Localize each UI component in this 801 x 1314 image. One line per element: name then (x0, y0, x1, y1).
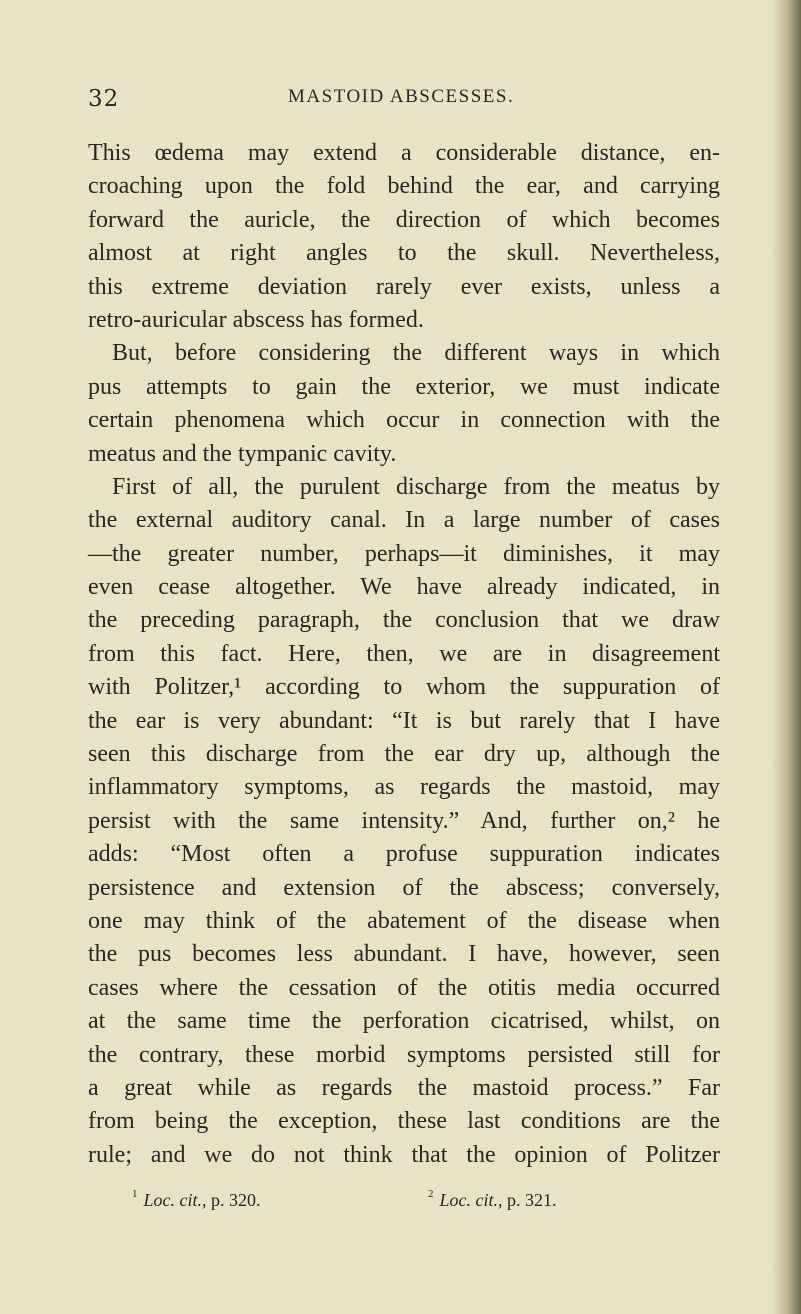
footnote-source: Loc. cit., (439, 1190, 503, 1210)
footnote-marker: 2 (428, 1188, 434, 1200)
footnote-1 (132, 1190, 261, 1211)
text-line: the contrary, these morbid symptoms persisted still for (88, 1041, 720, 1068)
footnote-marker: 1 (132, 1188, 138, 1200)
text-line: First of all, the purulent discharge from the meatus by (112, 473, 720, 500)
text-line: persist with the same intensity.” And, further on,² he (88, 807, 720, 834)
text-line: retro-auricular abscess has formed. (88, 306, 424, 333)
text-line: rule; and we do not think that the opinion of Politzer (88, 1141, 720, 1168)
footnote-page: p. 321. (507, 1190, 557, 1210)
text-line: This œdema may extend a considerable distance, en- (88, 140, 720, 166)
footnotes (132, 1190, 692, 1216)
text-line: pus attempts to gain the exterior, we must indicate (88, 373, 720, 400)
text-line: the preceding paragraph, the conclusion that we draw (88, 607, 720, 634)
text-line: seen this discharge from the ear dry up, although the (88, 741, 720, 768)
text-line: the external auditory canal. In a large number of cases (88, 507, 720, 534)
text-line: the ear is very abundant: “It is but rarely that I have (88, 707, 720, 734)
running-head: MASTOID ABSCESSES. (288, 86, 515, 107)
body-text (88, 137, 720, 1172)
text-line: croaching upon the fold behind the ear, and carrying (88, 173, 720, 200)
text-line: one may think of the abatement of the disease when (88, 907, 720, 934)
footnote-source: Loc. cit., (143, 1190, 207, 1210)
page-edge-shadow (771, 0, 801, 1314)
text-line: But, before considering the different ways in which (112, 340, 720, 367)
text-line: this extreme deviation rarely ever exists, unless a (88, 273, 720, 300)
text-line: cases where the cessation of the otitis media occurred (88, 974, 720, 1001)
text-line: certain phenomena which occur in connection with the (88, 407, 720, 434)
text-line: —the greater number, perhaps—it diminishes, it may (88, 540, 720, 567)
text-line: meatus and the tympanic cavity. (88, 440, 397, 467)
text-line: persistence and extension of the abscess; conversely, (88, 874, 720, 901)
text-line: almost at right angles to the skull. Nevertheless, (88, 240, 720, 267)
page-header (88, 86, 718, 118)
text-line: with Politzer,¹ according to whom the suppuration of (88, 674, 720, 701)
text-line: from being the exception, these last conditions are the (88, 1108, 720, 1135)
text-line: from this fact. Here, then, we are in disagreement (88, 640, 720, 667)
text-line: adds: “Most often a profuse suppuration indicates (88, 841, 720, 868)
text-line: inflammatory symptoms, as regards the mastoid, may (88, 774, 720, 801)
page-number: 32 (88, 86, 120, 112)
footnote-2 (428, 1190, 557, 1211)
footnote-page: p. 320. (211, 1190, 261, 1210)
text-line: at the same time the perforation cicatrised, whilst, on (88, 1008, 720, 1035)
text-line: a great while as regards the mastoid process.” Far (88, 1074, 720, 1101)
text-line: forward the auricle, the direction of which becomes (88, 206, 720, 233)
text-line: even cease altogether. We have already indicated, in (88, 574, 720, 601)
text-line: the pus becomes less abundant. I have, however, seen (88, 941, 720, 968)
